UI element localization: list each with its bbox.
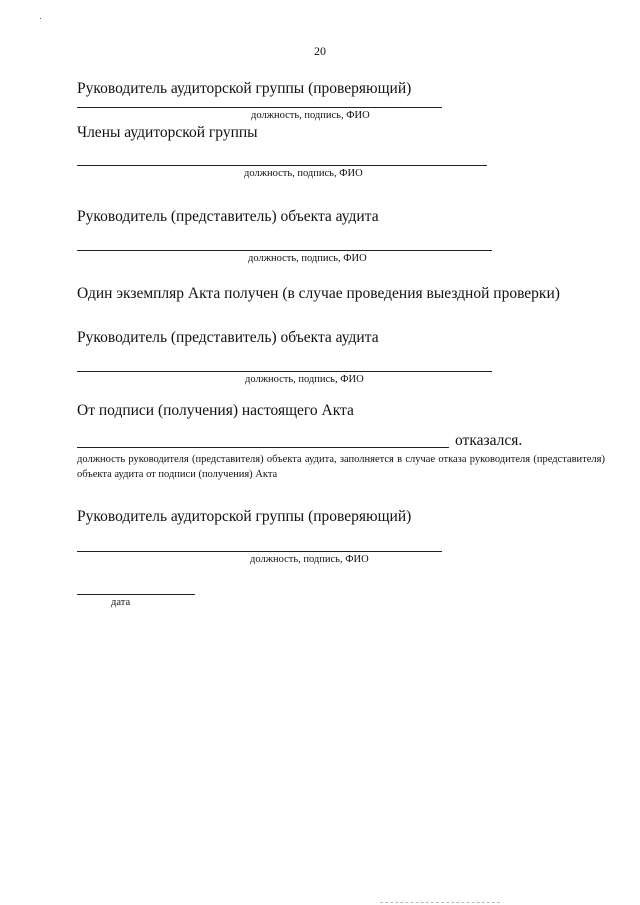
audit-head-signature-line: [77, 107, 442, 108]
date-line: [77, 594, 195, 595]
audit-head-final-signature-line: [77, 551, 442, 552]
refusal-signature-line: [77, 447, 449, 448]
object-head-caption: должность, подпись, ФИО: [248, 253, 367, 264]
refusal-title: От подписи (получения) настоящего Акта: [77, 402, 354, 419]
audit-head-title: Руководитель аудиторской группы (проверяющий): [77, 80, 412, 97]
object-head-signature-line: [77, 250, 492, 251]
refusal-word: отказался.: [455, 432, 523, 449]
audit-members-title: Члены аудиторской группы: [77, 124, 258, 141]
scan-speck: [40, 18, 41, 19]
audit-members-signature-line: [77, 165, 487, 166]
audit-head-final-title: Руководитель аудиторской группы (проверяющий): [77, 508, 412, 525]
object-head-title: Руководитель (представитель) объекта аудита: [77, 208, 379, 225]
audit-members-caption: должность, подпись, ФИО: [244, 168, 363, 179]
object-head-receipt-caption: должность, подпись, ФИО: [245, 374, 364, 385]
date-caption: дата: [111, 597, 131, 608]
page-number: 20: [314, 44, 326, 58]
object-head-receipt-title: Руководитель (представитель) объекта аудита: [77, 329, 379, 346]
object-head-receipt-signature-line: [77, 371, 492, 372]
scan-edge-mark: [380, 902, 500, 903]
copy-received-text: Один экземпляр Акта получен (в случае проведения выездной проверки): [77, 285, 560, 302]
audit-head-final-caption: должность, подпись, ФИО: [250, 554, 369, 565]
refusal-note: должность руководителя (представителя) объекта аудита, заполняется в случае отказа руководителя (представителя) объекта аудита от подписи (получения) Акта: [77, 454, 605, 480]
audit-head-caption: должность, подпись, ФИО: [251, 110, 370, 121]
